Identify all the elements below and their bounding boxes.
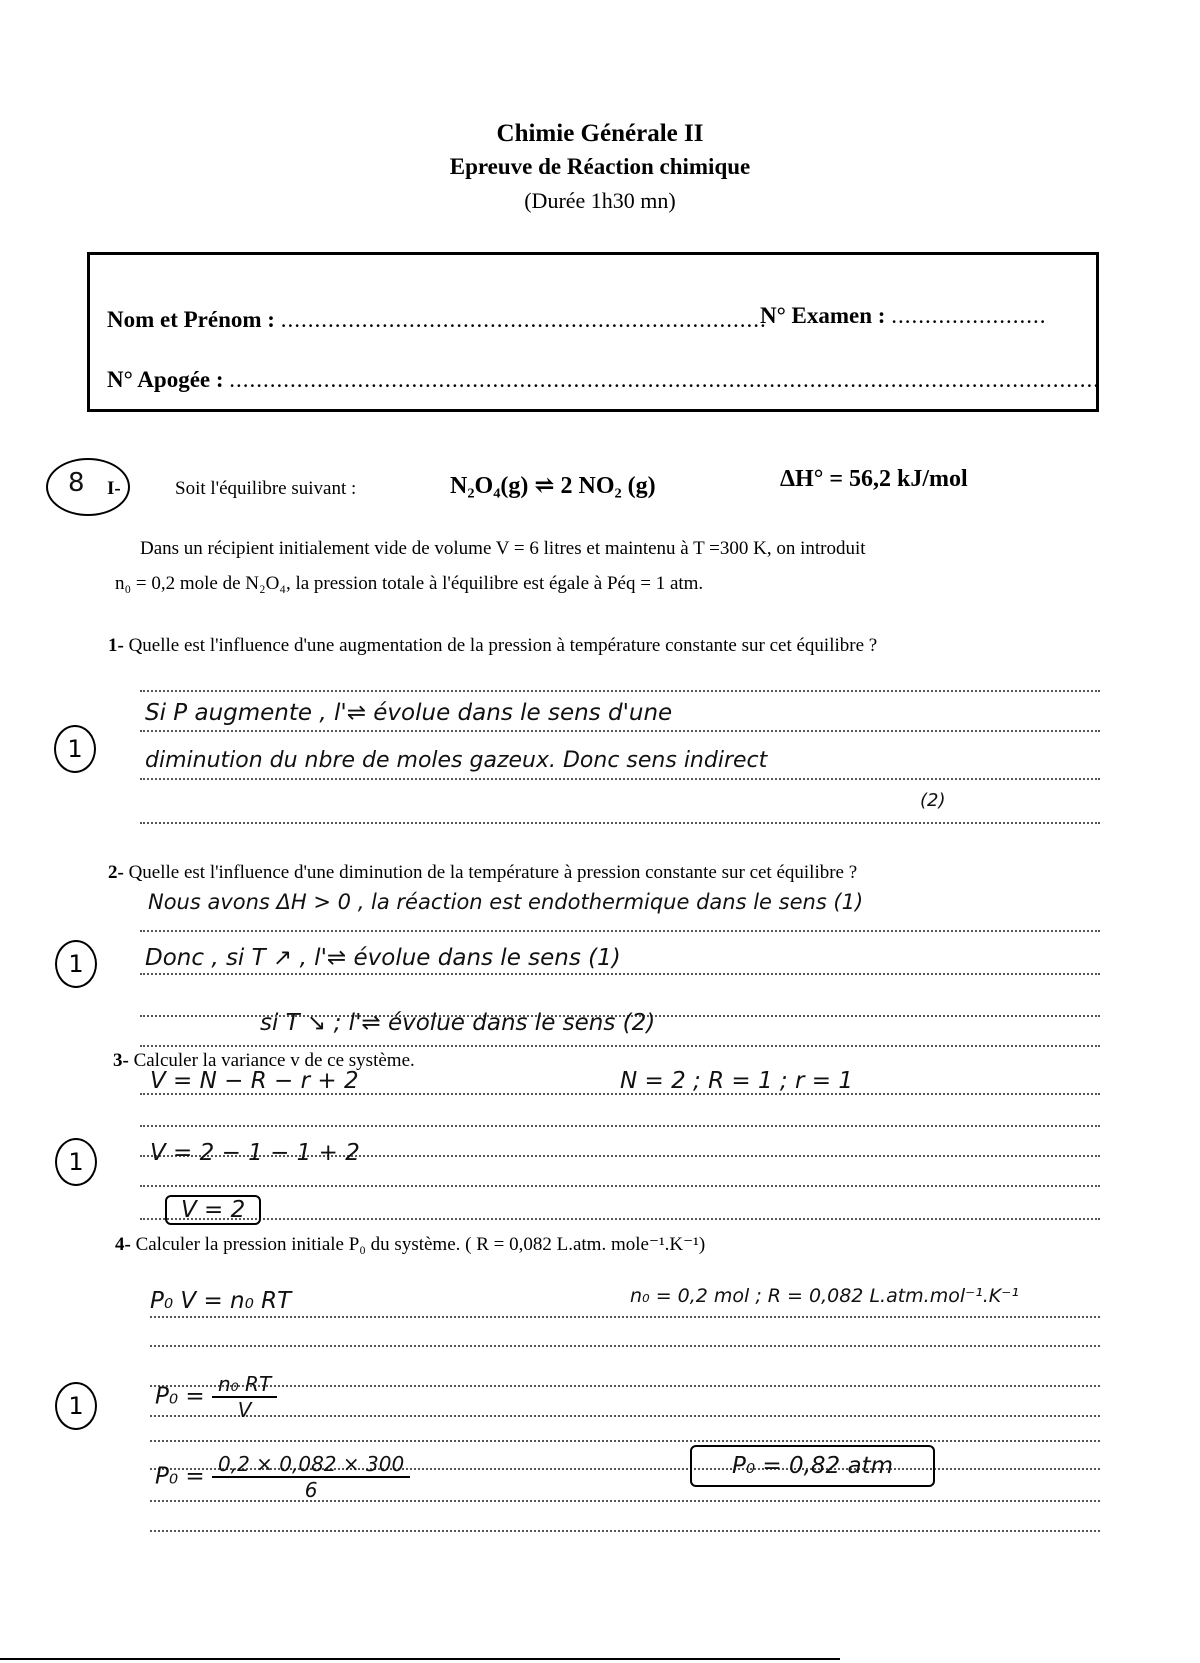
handwritten-answer: V = N − R − r + 2	[150, 1068, 359, 1094]
name-field[interactable]: Nom et Prénom : ........................................................................	[107, 307, 767, 332]
handwritten-answer: si T ↘ ; l'⇌ évolue dans le sens (2)	[260, 1010, 656, 1036]
grade-mark: 1	[55, 1382, 97, 1430]
handwritten-answer: Donc , si T ↗ , l'⇌ évolue dans le sens (1)	[145, 945, 621, 971]
exercise-score: 8	[68, 468, 85, 498]
statement-line-2: n₀ = 0,2 mole de N₂O₄, la pression totale à l'équilibre est égale à Péq = 1 atm.	[115, 573, 704, 594]
apogee-label: N° Apogée :	[107, 367, 224, 392]
grade-mark: 1	[55, 940, 97, 988]
handwritten-answer: Si P augmente , l'⇌ évolue dans le sens d'une	[145, 700, 673, 726]
boxed-result: P₀ = 0,82 atm	[690, 1445, 935, 1487]
boxed-result: V = 2	[165, 1195, 261, 1225]
answer-line	[150, 1530, 1100, 1532]
answer-line	[140, 690, 1100, 692]
grade-mark: 1	[55, 1138, 97, 1186]
question-3: 3- Calculer la variance v de ce système.	[113, 1050, 415, 1071]
reaction-equation: N₂O₄(g) ⇌ 2 NO₂ (g)	[450, 473, 656, 499]
equilibrium-intro: Soit l'équilibre suivant :	[175, 478, 357, 499]
handwritten-answer: Nous avons ΔH > 0 , la réaction est endothermique dans le sens (1)	[148, 890, 864, 914]
exam-number-field[interactable]: N° Examen : .......................	[760, 303, 1047, 328]
handwritten-answer: P₀ V = n₀ RT	[150, 1288, 292, 1314]
question-4: 4- Calculer la pression initiale P₀ du système. ( R = 0,082 L.atm. mole⁻¹.K⁻¹)	[115, 1234, 706, 1255]
handwritten-answer: diminution du nbre de moles gazeux. Donc sens indirect	[145, 748, 768, 773]
question-1: 1- Quelle est l'influence d'une augmentation de la pression à température constante sur cet équilibre ?	[108, 635, 878, 656]
answer-line	[140, 1218, 1100, 1220]
document-title: Chimie Générale II	[496, 120, 704, 147]
handwritten-answer: (2)	[920, 790, 946, 811]
answer-line	[140, 973, 1100, 975]
apogee-field[interactable]: N° Apogée : .................................................................................................................................	[107, 367, 1101, 392]
answer-line	[140, 822, 1100, 824]
exam-duration: (Durée 1h30 mn)	[524, 188, 676, 213]
handwritten-formula: P₀ = $\frac{\text{n₀ RT}}{V}$	[155, 1372, 277, 1422]
answer-line	[150, 1345, 1100, 1347]
reaction-enthalpy: ΔH° = 56,2 kJ/mol	[780, 466, 968, 492]
answer-line	[150, 1316, 1100, 1318]
exam-number-label: N° Examen :	[760, 303, 886, 328]
answer-line	[140, 1185, 1100, 1187]
identification-box	[87, 252, 1099, 412]
answer-line	[140, 930, 1100, 932]
answer-line	[150, 1415, 1100, 1417]
answer-line	[140, 1125, 1100, 1127]
question-2: 2- Quelle est l'influence d'une diminution de la température à pression constante sur cet équilibre ?	[108, 862, 858, 883]
answer-line	[140, 730, 1100, 732]
handwritten-answer: N = 2 ; R = 1 ; r = 1	[620, 1068, 853, 1094]
exercise-number: I-	[107, 478, 121, 499]
handwritten-calculation: P₀ = $\frac{0,2 \times 0,082 \times 300}{6}$	[155, 1452, 410, 1502]
handwritten-answer: n₀ = 0,2 mol ; R = 0,082 L.atm.mol⁻¹.K⁻¹	[630, 1285, 1019, 1307]
answer-line	[140, 778, 1100, 780]
statement-line-1: Dans un récipient initialement vide de volume V = 6 litres et maintenu à T =300 K, on introduit	[140, 538, 866, 559]
answer-line	[150, 1440, 1100, 1442]
exam-subtitle: Epreuve de Réaction chimique	[449, 154, 751, 179]
scan-edge	[0, 1658, 840, 1660]
handwritten-answer: V = 2 − 1 − 1 + 2	[150, 1140, 360, 1166]
answer-line	[140, 1045, 1100, 1047]
answer-line	[150, 1385, 1100, 1387]
grade-mark: 1	[54, 725, 96, 773]
name-label: Nom et Prénom :	[107, 307, 275, 332]
